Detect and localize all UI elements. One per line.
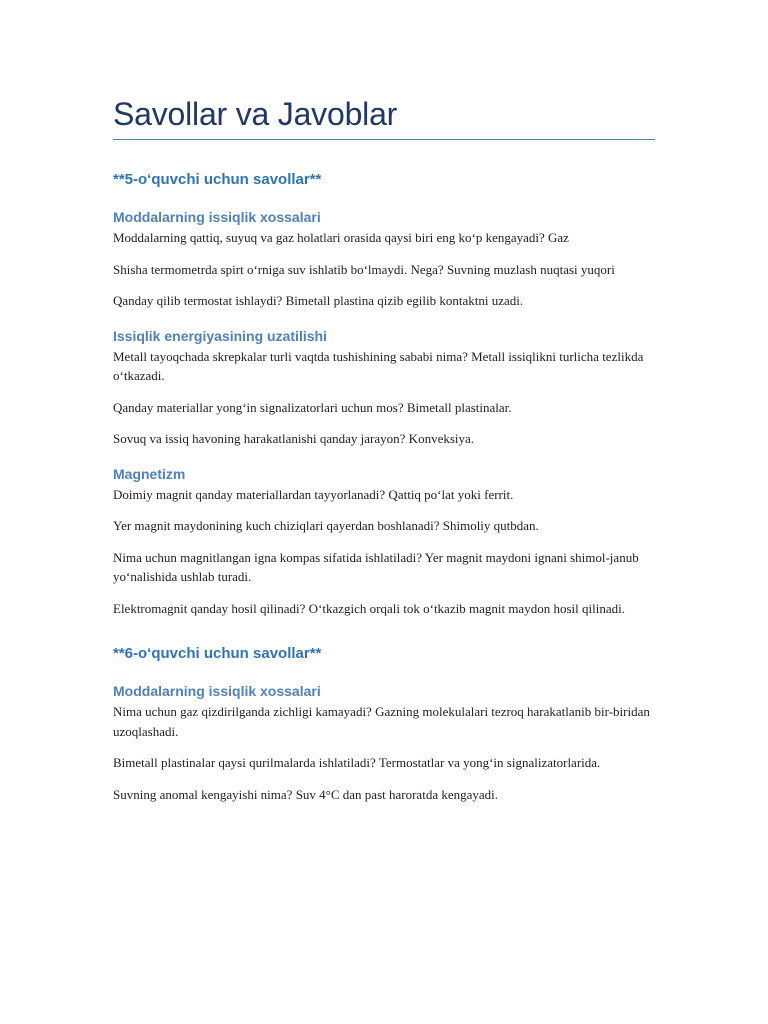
question-answer: Nima uchun gaz qizdirilganda zichligi kamayadi? Gazning molekulalari tezroq harakatlanib bir-biridan uzoqlashadi.: [113, 704, 650, 739]
section-heading: **5-o‘quvchi uchun savollar**: [113, 171, 322, 188]
topic-group: [113, 206, 655, 311]
question-answer: Nima uchun magnitlangan igna kompas sifatida ishlatiladi? Yer magnit maydoni ignani shimol-janub yo‘nalishida ushlab turadi.: [113, 549, 639, 584]
title-underline: [113, 139, 655, 140]
question-answer: Sovuq va issiq havoning harakatlanishi qanday jarayon? Konveksiya.: [113, 431, 475, 446]
topic-heading: Moddalarning issiqlik xossalari: [113, 209, 321, 225]
question-answer: Qanday materiallar yong‘in signalizatorlari uchun mos? Bimetall plastinalar.: [113, 399, 512, 415]
topic-group: [113, 325, 655, 449]
question-section: [113, 168, 655, 618]
question-answer: Doimiy magnit qanday materiallardan tayyorlanadi? Qattiq po‘lat yoki ferrit.: [113, 486, 514, 502]
topic-group: [113, 680, 655, 804]
section-heading: **6-o‘quvchi uchun savollar**: [113, 645, 322, 662]
question-answer: Qanday qilib termostat ishlaydi? Bimetall plastina qizib egilib kontaktni uzadi.: [113, 293, 524, 308]
question-section: [113, 642, 655, 804]
question-answer: Moddalarning qattiq, suyuq va gaz holatlari orasida qaysi biri eng ko‘p kengayadi? Gaz: [113, 230, 569, 245]
question-answer: Shisha termometrda spirt o‘rniga suv ishlatib bo‘lmaydi. Nega? Suvning muzlash nuqtasi yuqori: [113, 261, 615, 277]
question-answer: Metall tayoqchada skrepkalar turli vaqtda tushishining sababi nima? Metall issiqlikni turlicha tezlikda o‘tkazadi.: [113, 348, 644, 383]
topic-heading: Issiqlik energiyasining uzatilishi: [113, 327, 327, 344]
topic-group: [113, 463, 655, 619]
topic-heading: Magnetizm: [113, 465, 186, 482]
question-answer: Yer magnit maydonining kuch chiziqlari qayerdan boshlanadi? Shimoliy qutbdan.: [113, 518, 539, 533]
topic-heading: Moddalarning issiqlik xossalari: [113, 683, 321, 699]
question-answer: Bimetall plastinalar qaysi qurilmalarda ishlatiladi? Termostatlar va yong‘in signalizatorlarida.: [113, 755, 601, 770]
question-answer: Suvning anomal kengayishi nima? Suv 4°C dan past haroratda kengayadi.: [113, 786, 499, 802]
page-title: Savollar va Javoblar: [113, 96, 398, 132]
document-body: [113, 168, 655, 818]
question-answer: Elektromagnit qanday hosil qilinadi? O‘tkazgich orqali tok o‘tkazib magnit maydon hosil qilinadi.: [113, 600, 625, 616]
